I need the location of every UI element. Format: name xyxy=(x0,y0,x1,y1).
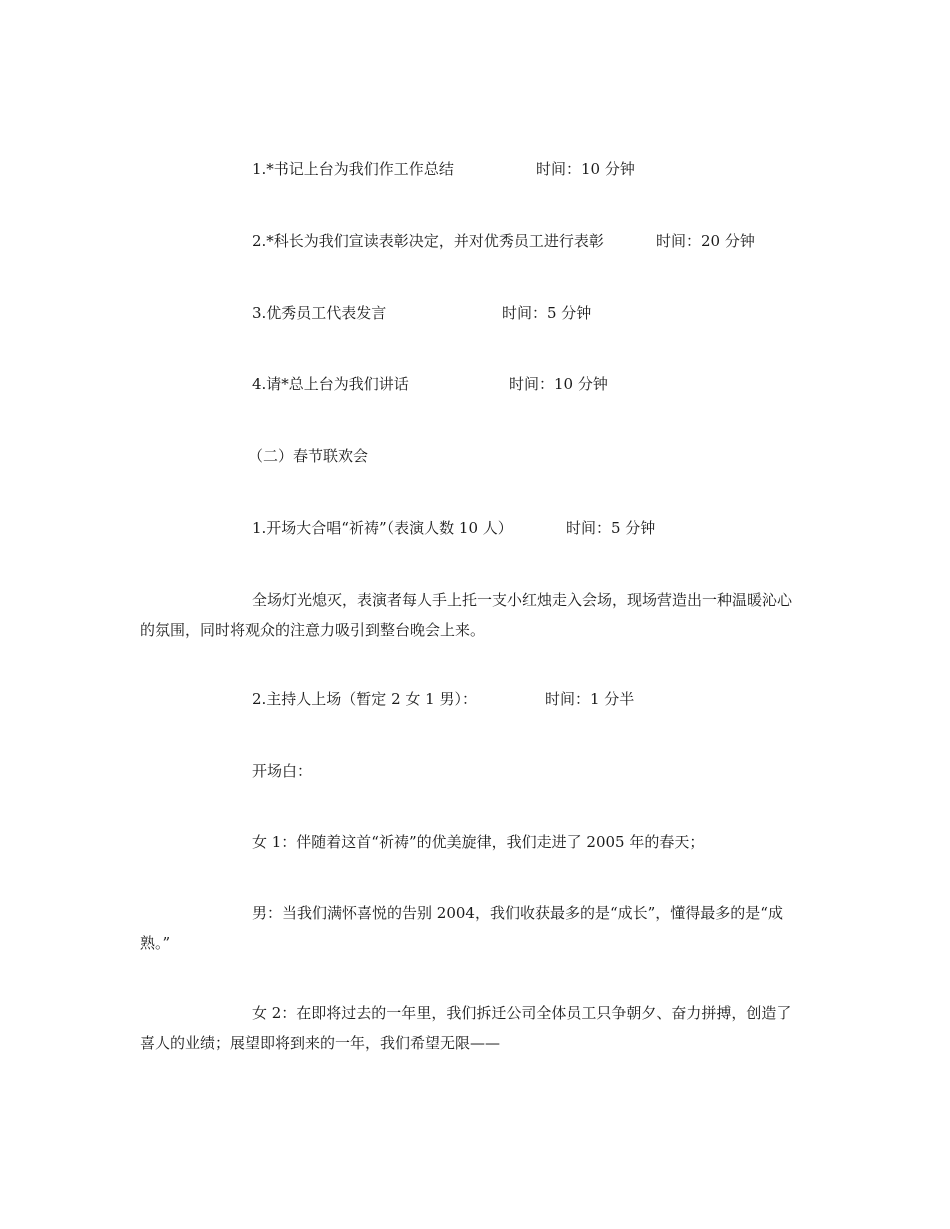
agenda-item-4: 4.请*总上台为我们讲话 xyxy=(252,375,409,393)
dialogue-female-1: 女 1：伴随着这首“祈祷”的优美旋律，我们走进了 2005 年的春天； xyxy=(252,833,705,851)
agenda-item-4-time: 时间：10 分钟 xyxy=(509,375,608,393)
agenda-item-3: 3.优秀员工代表发言 xyxy=(252,304,387,322)
agenda-item-1-time: 时间：10 分钟 xyxy=(536,160,635,178)
program-item-1-time: 时间：5 分钟 xyxy=(566,519,656,537)
section-heading: （二）春节联欢会 xyxy=(248,447,369,465)
dialogue-male: 男：当我们满怀喜悦的告别 2004，我们收获最多的是“成长”，懂得最多的是“成熟。” xyxy=(140,904,783,952)
agenda-item-2: 2.*科长为我们宣读表彰决定，并对优秀员工进行表彰 xyxy=(252,232,604,250)
program-item-2: 2.主持人上场（暂定 2 女 1 男）： xyxy=(252,690,477,708)
agenda-item-2-time: 时间：20 分钟 xyxy=(656,232,755,250)
program-item-1: 1.开场大合唱“祈祷”（表演人数 10 人） xyxy=(252,519,513,537)
agenda-item-1: 1.*书记上台为我们作工作总结 xyxy=(252,160,454,178)
dialogue-female-2: 女 2：在即将过去的一年里，我们拆迁公司全体员工只争朝夕、奋力拼搏，创造了喜人的业绩；展望即将到来的一年，我们希望无限—— xyxy=(140,1004,792,1052)
opening-label: 开场白： xyxy=(252,762,313,780)
program-item-2-time: 时间：1 分半 xyxy=(545,690,635,708)
agenda-item-3-time: 时间：5 分钟 xyxy=(502,304,592,322)
program-item-1-description: 全场灯光熄灭，表演者每人手上托一支小红烛走入会场，现场营造出一种温暖沁心的氛围，同时将观众的注意力吸引到整台晚会上来。 xyxy=(140,591,793,639)
